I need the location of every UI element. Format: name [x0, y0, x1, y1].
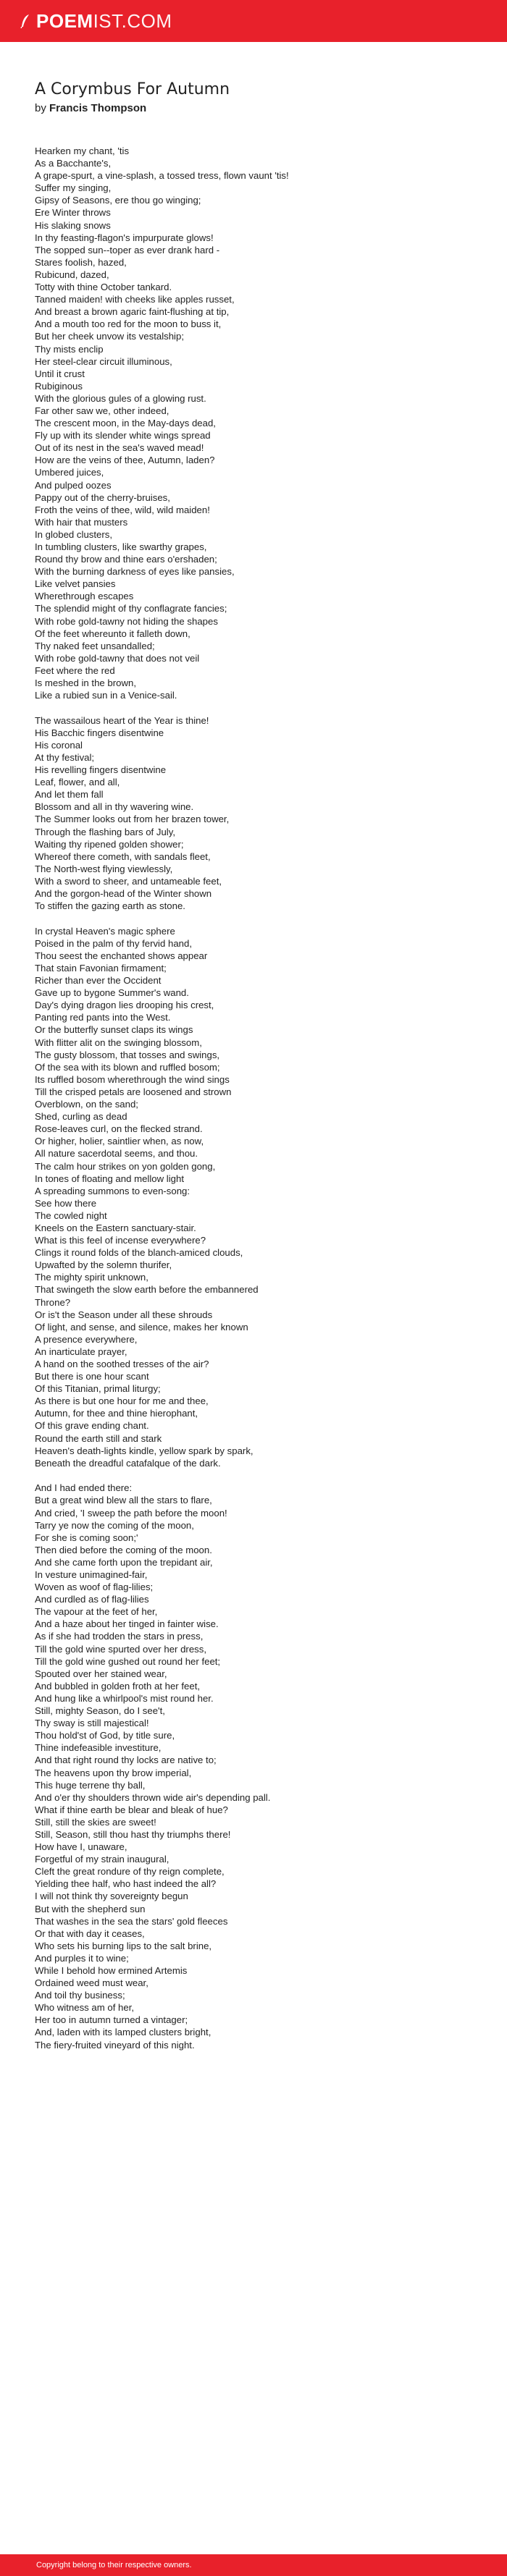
poem-line: Kneels on the Eastern sanctuary-stair.	[35, 1222, 196, 1233]
poem-line: Heaven's death-lights kindle, yellow spark by spark,	[35, 1445, 254, 1456]
poem-line: Rose-leaves curl, on the flecked strand.	[35, 1123, 203, 1135]
poem-line: Of light, and sense, and silence, makes her known	[35, 1321, 248, 1333]
poem-line: The North-west flying viewlessly,	[35, 863, 173, 874]
site-logo-text	[36, 10, 172, 32]
poem-line: Thou seest the enchanted shows appear	[35, 950, 208, 961]
poem-line: In thy feasting-flagon's impurpurate glows!	[35, 232, 214, 243]
author-name[interactable]: Francis Thompson	[49, 102, 147, 114]
top-header-bar	[0, 0, 507, 42]
poem-line: A presence everywhere,	[35, 1333, 138, 1345]
poem-line: With the glorious gules of a glowing rust.	[35, 392, 206, 404]
poem-line: Forgetful of my strain inaugural,	[35, 1854, 169, 1865]
poem-line: Her steel-clear circuit illuminous,	[35, 355, 172, 367]
poem-line: Leaf, flower, and all,	[35, 777, 120, 788]
poem-line: Panting red pants into the West.	[35, 1012, 171, 1023]
poem-line: Upwafted by the solemn thurifer,	[35, 1259, 172, 1271]
poem-line: Gave up to bygone Summer's wand.	[35, 987, 189, 999]
poem-line: And the gorgon-head of the Winter shown	[35, 888, 212, 900]
poem-line: This huge terrene thy ball,	[35, 1779, 146, 1791]
poem-line: Until it crust	[35, 368, 85, 379]
poem-line: With robe gold-tawny that does not veil	[35, 652, 200, 664]
poem-line: Still, mighty Season, do I see't,	[35, 1705, 165, 1717]
poem-line: Round thy brow and thine ears o'ershaden;	[35, 554, 217, 565]
poem-content	[35, 80, 477, 2064]
poem-line: Richer than ever the Occident	[35, 975, 162, 987]
stanza	[35, 145, 477, 701]
poem-line: And bubbled in golden froth at her feet,	[35, 1680, 201, 1692]
poem-line: And that right round thy locks are native to;	[35, 1754, 217, 1766]
poem-line: His revelling fingers disentwine	[35, 764, 167, 776]
poem-line: Of this Titanian, primal liturgy;	[35, 1383, 161, 1395]
poem-line: Woven as woof of flag-lilies;	[35, 1582, 154, 1593]
poem-line: But with the shepherd sun	[35, 1903, 146, 1914]
poem-line: Who witness am of her,	[35, 2002, 135, 2014]
poem-line: Through the flashing bars of July,	[35, 826, 176, 837]
poem-line: With a sword to sheer, and untameable feet,	[35, 875, 222, 887]
stanza	[35, 1482, 477, 2051]
poem-line: Thy sway is still majestical!	[35, 1718, 149, 1729]
poem-line: For she is coming soon;'	[35, 1532, 138, 1543]
poem-line: Cleft the great rondure of thy reign complete,	[35, 1866, 225, 1878]
poem-line: Overblown, on the sand;	[35, 1099, 138, 1110]
poem-line: Fly up with its slender white wings spread	[35, 430, 211, 442]
poem-line: Who sets his burning lips to the salt brine,	[35, 1940, 212, 1951]
copyright-notice: Copyright belong to their respective owners.	[36, 2561, 192, 2569]
poem-line: In tones of floating and mellow light	[35, 1173, 184, 1184]
poem-line: As a Bacchante's,	[35, 158, 112, 169]
poem-line: Thou hold'st of God, by title sure,	[35, 1730, 175, 1741]
poem-line: With flitter alit on the swinging blossom,	[35, 1036, 202, 1048]
poem-line: Of this grave ending chant.	[35, 1420, 149, 1432]
site-logo[interactable]	[20, 10, 172, 32]
poem-line: Shed, curling as dead	[35, 1111, 127, 1123]
poem-line: Then died before the coming of the moon.	[35, 1544, 212, 1555]
poem-line: But a great wind blew all the stars to flare,	[35, 1495, 212, 1506]
poem-line: Blossom and all in thy wavering wine.	[35, 801, 194, 813]
poem-line: That washes in the sea the stars' gold fleeces	[35, 1915, 228, 1927]
logo-thin-text: IST.COM	[93, 10, 172, 32]
poem-line: As there is but one hour for me and thee,	[35, 1395, 209, 1407]
poem-body	[35, 145, 477, 2051]
poem-line: His slaking snows	[35, 219, 111, 231]
poem-line: As if she had trodden the stars in press,	[35, 1631, 204, 1642]
poem-line: Totty with thine October tankard.	[35, 282, 172, 293]
poem-line: What is this feel of incense everywhere?	[35, 1235, 206, 1246]
poem-line: And cried, 'I sweep the path before the moon!	[35, 1507, 227, 1519]
poem-line: Clings it round folds of the blanch-amiced clouds,	[35, 1247, 243, 1259]
poem-line: And hung like a whirlpool's mist round her.	[35, 1692, 214, 1704]
poem-line: Poised in the palm of thy fervid hand,	[35, 937, 192, 949]
quill-icon	[20, 14, 30, 28]
poem-line: Rubiginous	[35, 380, 83, 392]
poem-line: The sopped sun--toper as ever drank hard -	[35, 244, 220, 256]
poem-line: To stiffen the gazing earth as stone.	[35, 900, 185, 912]
poem-line: Or higher, holier, saintlier when, as now,	[35, 1136, 204, 1147]
poem-line: A spreading summons to even-song:	[35, 1185, 190, 1196]
poem-line: Beneath the dreadful catafalque of the dark.	[35, 1457, 221, 1469]
poem-line: While I behold how ermined Artemis	[35, 1965, 188, 1976]
poem-line: The vapour at the feet of her,	[35, 1606, 158, 1618]
poem-line: And breast a brown agaric faint-flushing at tip,	[35, 306, 230, 318]
poem-line: Of the sea with its blown and ruffled bosom;	[35, 1061, 220, 1073]
poem-line: With the burning darkness of eyes like pansies,	[35, 566, 235, 578]
footer-bar	[0, 2554, 507, 2576]
poem-line: In vesture unimagined-fair,	[35, 1569, 148, 1580]
poem-line: Tanned maiden! with cheeks like apples russet,	[35, 294, 235, 305]
poem-line: The calm hour strikes on yon golden gong,	[35, 1160, 216, 1172]
poem-line: Far other saw we, other indeed,	[35, 405, 169, 416]
poem-line: Day's dying dragon lies drooping his crest,	[35, 1000, 214, 1011]
stanza	[35, 925, 477, 1469]
poem-line: The splendid might of thy conflagrate fancies;	[35, 603, 227, 615]
poem-line: In globed clusters,	[35, 528, 113, 540]
poem-line: Out of its nest in the sea's waved mead!	[35, 442, 204, 454]
poem-line: Stares foolish, hazed,	[35, 256, 127, 268]
poem-line: Feet where the red	[35, 664, 115, 676]
poem-line: Rubicund, dazed,	[35, 269, 109, 280]
poem-line: Till the gold wine gushed out round her feet;	[35, 1655, 221, 1667]
poem-line: Tarry ye now the coming of the moon,	[35, 1519, 194, 1531]
poem-line: The gusty blossom, that tosses and swings,	[35, 1049, 220, 1060]
poem-line: And purples it to wine;	[35, 1952, 129, 1964]
poem-line: Suffer my singing,	[35, 182, 112, 194]
poem-line: Her too in autumn turned a vintager;	[35, 2014, 188, 2026]
poem-line: And o'er thy shoulders thrown wide air's depending pall.	[35, 1791, 271, 1803]
poem-line: How are the veins of thee, Autumn, laden?	[35, 455, 215, 466]
poem-line: The wassailous heart of the Year is thine!	[35, 714, 209, 726]
poem-line: That stain Favonian firmament;	[35, 963, 167, 974]
poem-line: And, laden with its lamped clusters bright,	[35, 2027, 211, 2038]
poem-line: Thy mists enclip	[35, 343, 104, 355]
poem-line: The cowled night	[35, 1209, 107, 1221]
poem-line: Of the feet whereunto it falleth down,	[35, 628, 190, 639]
poem-line: Still, still the skies are sweet!	[35, 1816, 156, 1828]
poem-line: Or the butterfly sunset claps its wings	[35, 1024, 193, 1036]
poem-line: A hand on the soothed tresses of the air?	[35, 1359, 209, 1369]
poem-line: Its ruffled bosom wherethrough the wind sings	[35, 1073, 230, 1085]
poem-line: Wherethrough escapes	[35, 591, 134, 602]
byline-label: by	[35, 102, 46, 114]
poem-line: Like velvet pansies	[35, 578, 116, 590]
poem-line: Or is't the Season under all these shrouds	[35, 1309, 213, 1320]
poem-line: Ere Winter throws	[35, 207, 111, 219]
poem-line: The heavens upon thy brow imperial,	[35, 1767, 192, 1778]
poem-line: Umbered juices,	[35, 467, 104, 478]
poem-line: Round the earth still and stark	[35, 1432, 162, 1444]
poem-line: How have I, unaware,	[35, 1841, 127, 1853]
poem-line: A grape-spurt, a vine-splash, a tossed tress, flown vaunt 'tis!	[35, 170, 289, 182]
poem-line: Throne?	[35, 1296, 71, 1308]
poem-line: I will not think thy sovereignty begun	[35, 1891, 188, 1902]
poem-line: Gipsy of Seasons, ere thou go winging;	[35, 195, 201, 206]
poem-line: The crescent moon, in the May-days dead,	[35, 418, 216, 429]
poem-line: Ordained weed must wear,	[35, 1977, 148, 1989]
poem-line: All nature sacerdotal seems, and thou.	[35, 1148, 198, 1160]
poem-line: Yielding thee half, who hast indeed the all?	[35, 1878, 217, 1890]
poem-line: And a mouth too red for the moon to buss it,	[35, 318, 222, 330]
poem-line: That swingeth the slow earth before the embannered	[35, 1284, 259, 1296]
poem-line: With hair that musters	[35, 516, 128, 528]
poem-title: A Corymbus For Autumn	[35, 80, 230, 98]
poem-line: Waiting thy ripened golden shower;	[35, 838, 184, 850]
poem-line: In crystal Heaven's magic sphere	[35, 925, 175, 937]
poem-line: But her cheek unvow its vestalship;	[35, 331, 184, 342]
poem-line: Pappy out of the cherry-bruises,	[35, 491, 170, 503]
poem-line: See how there	[35, 1197, 97, 1209]
poem-line: The Summer looks out from her brazen tower,	[35, 814, 230, 825]
poem-line: Till the crisped petals are loosened and strown	[35, 1086, 232, 1097]
poem-line: Till the gold wine spurted over her dress,	[35, 1643, 207, 1655]
poem-line: And curdled as of flag-lilies	[35, 1594, 149, 1605]
poem-line: Whereof there cometh, with sandals fleet,	[35, 850, 211, 862]
poem-line: Froth the veins of thee, wild, wild maiden!	[35, 504, 210, 515]
poem-line: With robe gold-tawny not hiding the shapes	[35, 615, 218, 627]
poem-line: His Bacchic fingers disentwine	[35, 727, 164, 738]
poem-line: Still, Season, still thou hast thy triumphs there!	[35, 1828, 231, 1840]
poem-line: But there is one hour scant	[35, 1371, 149, 1382]
logo-bold-text: POEM	[36, 10, 93, 32]
poem-line: And I had ended there:	[35, 1482, 133, 1494]
poem-line: Thy naked feet unsandalled;	[35, 640, 155, 651]
poem-line: At thy festival;	[35, 752, 95, 763]
poem-line: The fiery-fruited vineyard of this night.	[35, 2039, 195, 2051]
poem-line: Is meshed in the brown,	[35, 677, 137, 689]
poem-line: In tumbling clusters, like swarthy grapes,	[35, 541, 207, 552]
poem-line: Or that with day it ceases,	[35, 1927, 145, 1939]
poem-line: An inarticulate prayer,	[35, 1346, 127, 1357]
byline	[35, 101, 477, 116]
poem-line: Like a rubied sun in a Venice-sail.	[35, 690, 177, 701]
poem-line: Autumn, for thee and thine hierophant,	[35, 1408, 198, 1419]
poem-line: And let them fall	[35, 789, 104, 801]
poem-line: His coronal	[35, 739, 83, 751]
poem-line: Thine indefeasible investiture,	[35, 1742, 162, 1754]
poem-line: And pulped oozes	[35, 479, 112, 491]
poem-line: Spouted over her stained wear,	[35, 1668, 167, 1679]
poem-line: Hearken my chant, 'tis	[35, 145, 130, 156]
stanza	[35, 714, 477, 913]
poem-line: What if thine earth be blear and bleak of hue?	[35, 1804, 228, 1815]
poem-line: The mighty spirit unknown,	[35, 1272, 148, 1283]
poem-line: And toil thy business;	[35, 1990, 125, 2001]
poem-line: And a haze about her tinged in fainter wise.	[35, 1618, 219, 1630]
poem-line: And she came forth upon the trepidant air,	[35, 1556, 213, 1568]
